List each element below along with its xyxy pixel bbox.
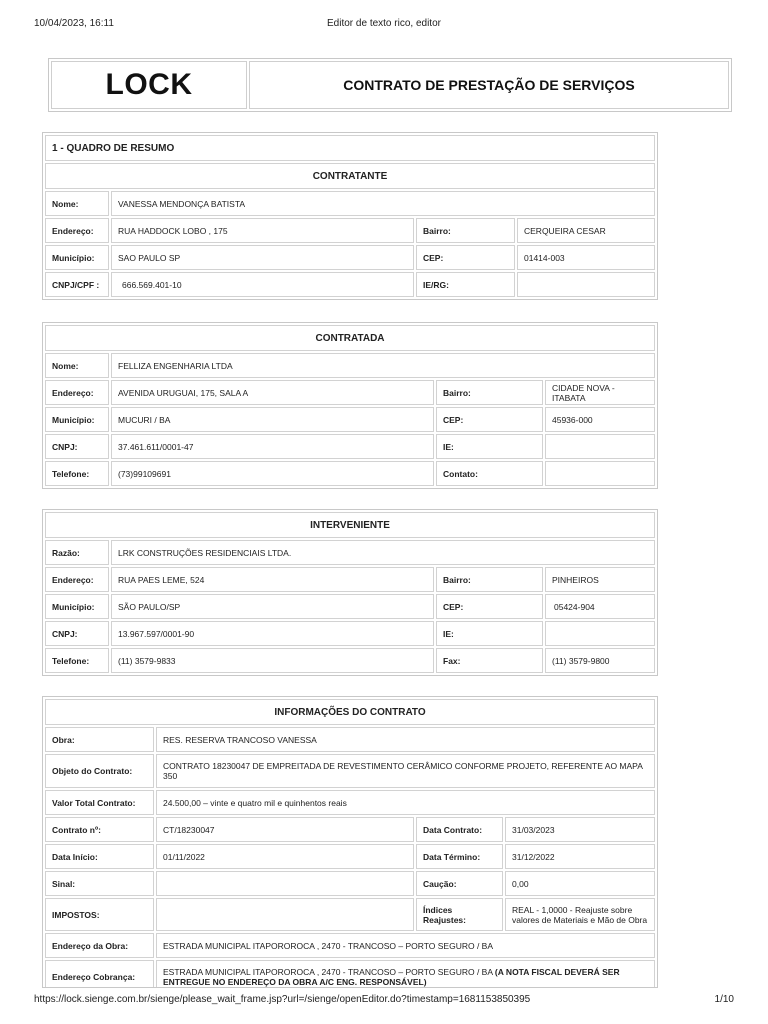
contrato-obra-label: Obra: (45, 727, 154, 752)
interveniente-cnpj-label: CNPJ: (45, 621, 109, 646)
interveniente-bairro-label: Bairro: (436, 567, 543, 592)
contratada-section (42, 322, 658, 489)
contratada-ie-label: IE: (436, 434, 543, 459)
contratada-contato-label: Contato: (436, 461, 543, 486)
quadro-resumo-title: 1 - QUADRO DE RESUMO (45, 135, 655, 161)
interveniente-ie-label: IE: (436, 621, 543, 646)
contratante-nome-label: Nome: (45, 191, 109, 216)
contratante-heading: CONTRATANTE (45, 163, 655, 189)
contrato-section (42, 696, 658, 988)
contratada-cep-label: CEP: (436, 407, 543, 432)
interveniente-cep-label: CEP: (436, 594, 543, 619)
contrato-endereco-cobranca-note: (A NOTA FISCAL DEVERÁ SER ENTREGUE NO ENDEREÇO DA OBRA A/C ENG. RESPONSÁVEL) (163, 967, 620, 987)
contratada-telefone-label: Telefone: (45, 461, 109, 486)
contrato-sinal-label: Sinal: (45, 871, 154, 896)
interveniente-ie (545, 621, 655, 646)
contratada-cnpj: 37.461.611/0001-47 (111, 434, 434, 459)
interveniente-municipio-label: Município: (45, 594, 109, 619)
interveniente-section (42, 509, 658, 676)
contrato-inicio-label: Data Início: (45, 844, 154, 869)
contratante-municipio-label: Município: (45, 245, 109, 270)
contrato-indices-label: Índices Reajustes: (416, 898, 503, 931)
interveniente-municipio: SÃO PAULO/SP (111, 594, 434, 619)
contratada-heading: CONTRATADA (45, 325, 655, 351)
contrato-caucao: 0,00 (505, 871, 655, 896)
contrato-objeto: CONTRATO 18230047 DE EMPREITADA DE REVESTIMENTO CERÂMICO CONFORME PROJETO, REFERENTE AO MAPA 350 (156, 754, 655, 788)
contrato-heading: INFORMAÇÕES DO CONTRATO (45, 699, 655, 725)
contrato-endereco-cobranca (156, 960, 655, 988)
contrato-endereco-obra: ESTRADA MUNICIPAL ITAPOROROCA , 2470 - TRANCOSO – PORTO SEGURO / BA (156, 933, 655, 958)
contratante-cep-label: CEP: (416, 245, 515, 270)
interveniente-fax-label: Fax: (436, 648, 543, 673)
print-url: https://lock.sienge.com.br/sienge/please_wait_frame.jsp?url=/sienge/openEditor.do?timestamp=1681153850395 (34, 994, 531, 1005)
contrato-endereco-obra-label: Endereço da Obra: (45, 933, 154, 958)
contrato-numero: CT/18230047 (156, 817, 414, 842)
contratante-ie-label: IE/RG: (416, 272, 515, 297)
interveniente-endereco-label: Endereço: (45, 567, 109, 592)
contratante-municipio: SAO PAULO SP (111, 245, 414, 270)
contratada-municipio: MUCURI / BA (111, 407, 434, 432)
contratante-nome: VANESSA MENDONÇA BATISTA (111, 191, 655, 216)
contrato-valor-label: Valor Total Contrato: (45, 790, 154, 815)
contrato-impostos (156, 898, 414, 931)
interveniente-endereco: RUA PAES LEME, 524 (111, 567, 434, 592)
contrato-valor: 24.500,00 – vinte e quatro mil e quinhentos reais (156, 790, 655, 815)
interveniente-telefone-label: Telefone: (45, 648, 109, 673)
interveniente-telefone: (11) 3579-9833 (111, 648, 434, 673)
company-logo: LOCK (51, 61, 247, 109)
contratante-cnpj: 666.569.401-10 (111, 272, 414, 297)
contratante-bairro-label: Bairro: (416, 218, 515, 243)
contrato-numero-label: Contrato nº: (45, 817, 154, 842)
contrato-endereco-cobranca-text: ESTRADA MUNICIPAL ITAPOROROCA , 2470 - TRANCOSO – PORTO SEGURO / BA (163, 967, 493, 977)
interveniente-razao-label: Razão: (45, 540, 109, 565)
interveniente-cnpj: 13.967.597/0001-90 (111, 621, 434, 646)
contratada-bairro-label: Bairro: (436, 380, 543, 405)
contrato-termino: 31/12/2022 (505, 844, 655, 869)
contratada-contato (545, 461, 655, 486)
interveniente-fax: (11) 3579-9800 (545, 648, 655, 673)
print-page-number: 1/10 (714, 994, 734, 1005)
contratada-nome: FELLIZA ENGENHARIA LTDA (111, 353, 655, 378)
contrato-impostos-label: IMPOSTOS: (45, 898, 154, 931)
contratante-endereco: RUA HADDOCK LOBO , 175 (111, 218, 414, 243)
contratada-bairro: CIDADE NOVA - ITABATA (545, 380, 655, 405)
contrato-termino-label: Data Término: (416, 844, 503, 869)
contratante-cnpj-label: CNPJ/CPF : (45, 272, 109, 297)
contrato-objeto-label: Objeto do Contrato: (45, 754, 154, 788)
contratada-telefone: (73)99109691 (111, 461, 434, 486)
interveniente-cep: 05424-904 (545, 594, 655, 619)
interveniente-heading: INTERVENIENTE (45, 512, 655, 538)
print-page-title: Editor de texto rico, editor (327, 18, 441, 29)
contrato-endereco-cobranca-label: Endereço Cobrança: (45, 960, 154, 988)
contratante-ie (517, 272, 655, 297)
contratada-cnpj-label: CNPJ: (45, 434, 109, 459)
contrato-caucao-label: Caução: (416, 871, 503, 896)
contrato-data-label: Data Contrato: (416, 817, 503, 842)
interveniente-bairro: PINHEIROS (545, 567, 655, 592)
contrato-sinal (156, 871, 414, 896)
contrato-inicio: 01/11/2022 (156, 844, 414, 869)
contratada-endereco-label: Endereço: (45, 380, 109, 405)
contratada-ie (545, 434, 655, 459)
contrato-data: 31/03/2023 (505, 817, 655, 842)
interveniente-razao: LRK CONSTRUÇÕES RESIDENCIAIS LTDA. (111, 540, 655, 565)
contratada-municipio-label: Município: (45, 407, 109, 432)
contratada-endereco: AVENIDA URUGUAI, 175, SALA A (111, 380, 434, 405)
contratante-section (42, 132, 658, 300)
contratante-endereco-label: Endereço: (45, 218, 109, 243)
contract-title: CONTRATO DE PRESTAÇÃO DE SERVIÇOS (249, 61, 729, 109)
contratante-cep: 01414-003 (517, 245, 655, 270)
contratada-cep: 45936-000 (545, 407, 655, 432)
contrato-obra: RES. RESERVA TRANCOSO VANESSA (156, 727, 655, 752)
contratante-bairro: CERQUEIRA CESAR (517, 218, 655, 243)
print-datetime: 10/04/2023, 16:11 (34, 18, 114, 29)
contratada-nome-label: Nome: (45, 353, 109, 378)
contract-title-box (48, 58, 732, 112)
contrato-indices: REAL - 1,0000 - Reajuste sobre valores de Materiais e Mão de Obra (505, 898, 655, 931)
